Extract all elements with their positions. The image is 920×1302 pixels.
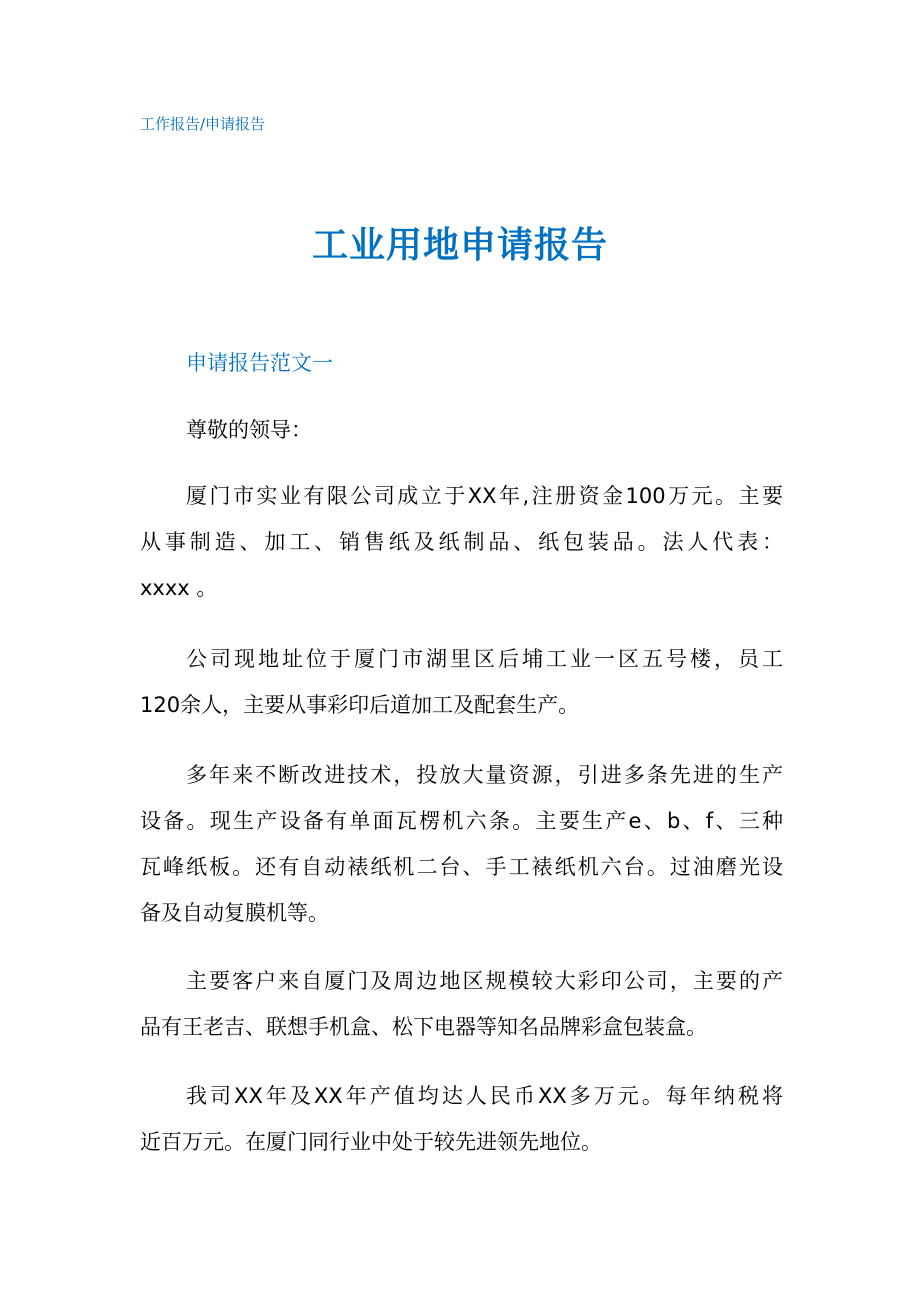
paragraph-2 xyxy=(140,636,783,728)
paragraph-line: 设备。现生产设备有单面瓦楞机六条。主要生产e、b、f、三种 xyxy=(140,809,783,833)
paragraph-line: 近百万元。在厦门同行业中处于较先进领先地位。 xyxy=(140,1130,602,1154)
paragraph-line: 多年来不断改进技术，投放大量资源，引进多条先进的生产 xyxy=(186,763,783,787)
paragraph-line: 公司现地址位于厦门市湖里区后埔工业一区五号楼，员工 xyxy=(186,647,783,671)
paragraph-3 xyxy=(140,752,783,936)
salutation-text: 尊敬的领导： xyxy=(186,418,312,442)
paragraph-5 xyxy=(140,1073,783,1165)
page-title: 工业用地申请报告 xyxy=(311,225,608,266)
paragraph-line: 主要客户来自厦门及周边地区规模较大彩印公司，主要的产 xyxy=(186,969,783,993)
paragraph-4 xyxy=(140,958,783,1050)
paragraph-line: xxxx 。 xyxy=(140,576,218,600)
paragraph-line: 瓦峰纸板。还有自动裱纸机二台、手工裱纸机六台。过油磨光设 xyxy=(140,855,783,879)
section-subtitle: 申请报告范文一 xyxy=(186,351,333,375)
paragraph-line: 我司XX年及XX年产值均达人民币XX多万元。每年纳税将 xyxy=(186,1084,783,1108)
paragraph-1 xyxy=(140,473,783,611)
salutation xyxy=(140,407,783,453)
paragraph-line: 品有王老吉、联想手机盒、松下电器等知名品牌彩盒包装盒。 xyxy=(140,1015,707,1039)
paragraph-line: 厦门市实业有限公司成立于XX年,注册资金100万元。主要 xyxy=(186,484,783,508)
paragraph-line: 备及自动复膜机等。 xyxy=(140,901,329,925)
paragraph-line: 从事制造、加工、销售纸及纸制品、纸包装品。法人代表： xyxy=(140,530,783,554)
paragraph-line: 120余人，主要从事彩印后道加工及配套生产。 xyxy=(140,693,580,717)
breadcrumb[interactable]: 工作报告/申请报告 xyxy=(140,115,266,133)
